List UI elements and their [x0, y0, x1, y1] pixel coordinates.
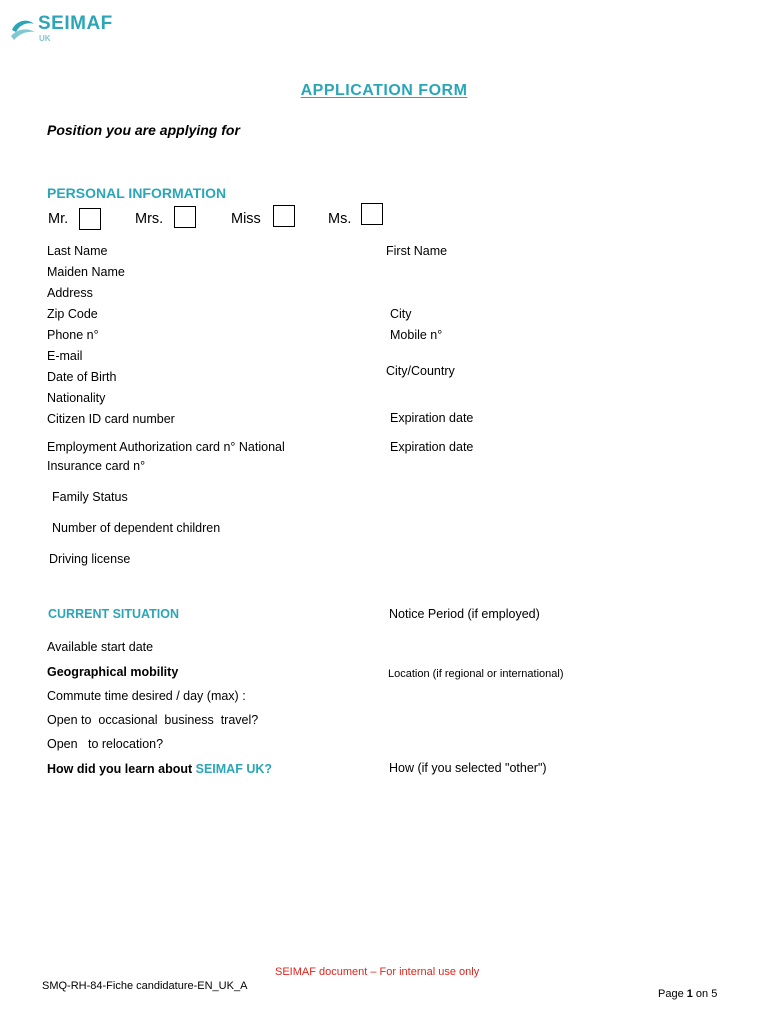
- address-label: Address: [47, 286, 93, 300]
- email-label: E-mail: [47, 349, 83, 363]
- civility-ms-label: Ms.: [328, 211, 352, 227]
- last-name-label: Last Name: [47, 244, 108, 258]
- insurance-card-label: Insurance card n°: [47, 459, 146, 473]
- notice-period-label: Notice Period (if employed): [389, 607, 540, 621]
- position-label: Position you are applying for: [47, 122, 240, 138]
- page-suffix: on 5: [692, 988, 718, 1000]
- learn-about-prefix: How did you learn about: [47, 762, 196, 776]
- commute-label: Commute time desired / day (max) :: [47, 689, 246, 703]
- business-travel-label: Open to occasional business travel?: [47, 713, 259, 727]
- relocation-label: Open to relocation?: [47, 737, 164, 751]
- mobility-label: Geographical mobility: [47, 665, 179, 679]
- logo-sub: UK: [39, 34, 51, 43]
- dob-label: Date of Birth: [47, 370, 117, 384]
- city-country-label: City/Country: [386, 364, 455, 378]
- learn-about-label: [47, 762, 272, 776]
- civility-mrs-checkbox[interactable]: [174, 206, 196, 228]
- nationality-label: Nationality: [47, 391, 106, 405]
- civility-mr-label: Mr.: [48, 211, 69, 227]
- personal-heading: PERSONAL INFORMATION: [47, 185, 227, 201]
- page-prefix: Page: [658, 988, 687, 1000]
- document-reference: SMQ-RH-84-Fiche candidature-EN_UK_A: [42, 980, 248, 992]
- location-label: Location (if regional or international): [388, 668, 564, 680]
- civility-ms-checkbox[interactable]: [361, 203, 383, 225]
- mobile-label: Mobile n°: [390, 328, 443, 342]
- zip-code-label: Zip Code: [47, 307, 98, 321]
- maiden-name-label: Maiden Name: [47, 265, 125, 279]
- internal-use-note: SEIMAF document – For internal use only: [275, 966, 480, 978]
- citizen-id-label: Citizen ID card number: [47, 412, 175, 426]
- employment-auth-label: Employment Authorization card n° National: [47, 440, 285, 454]
- expiration-date-label-2: Expiration date: [390, 440, 474, 454]
- driving-license-label: Driving license: [49, 552, 131, 566]
- learn-about-brand: SEIMAF UK?: [195, 762, 273, 776]
- first-name-label: First Name: [386, 244, 448, 258]
- expiration-date-label-1: Expiration date: [390, 411, 474, 425]
- family-status-label: Family Status: [52, 490, 128, 504]
- civility-miss-label: Miss: [231, 211, 261, 227]
- dependent-children-label: Number of dependent children: [52, 521, 221, 535]
- current-heading: CURRENT SITUATION: [48, 607, 180, 621]
- civility-mr-checkbox[interactable]: [79, 208, 101, 230]
- start-date-label: Available start date: [47, 640, 154, 654]
- phone-label: Phone n°: [47, 328, 99, 342]
- how-other-label: How (if you selected "other"): [389, 761, 547, 775]
- seimaf-logo: [8, 10, 116, 48]
- civility-miss-checkbox[interactable]: [273, 205, 295, 227]
- wave-icon: [10, 14, 36, 44]
- logo-name: SEIMAF: [38, 13, 113, 34]
- page-current: 1: [686, 988, 693, 1000]
- civility-mrs-label: Mrs.: [135, 211, 164, 227]
- city-label: City: [390, 307, 412, 321]
- form-title: APPLICATION FORM: [300, 82, 468, 99]
- page-number: [658, 988, 717, 1000]
